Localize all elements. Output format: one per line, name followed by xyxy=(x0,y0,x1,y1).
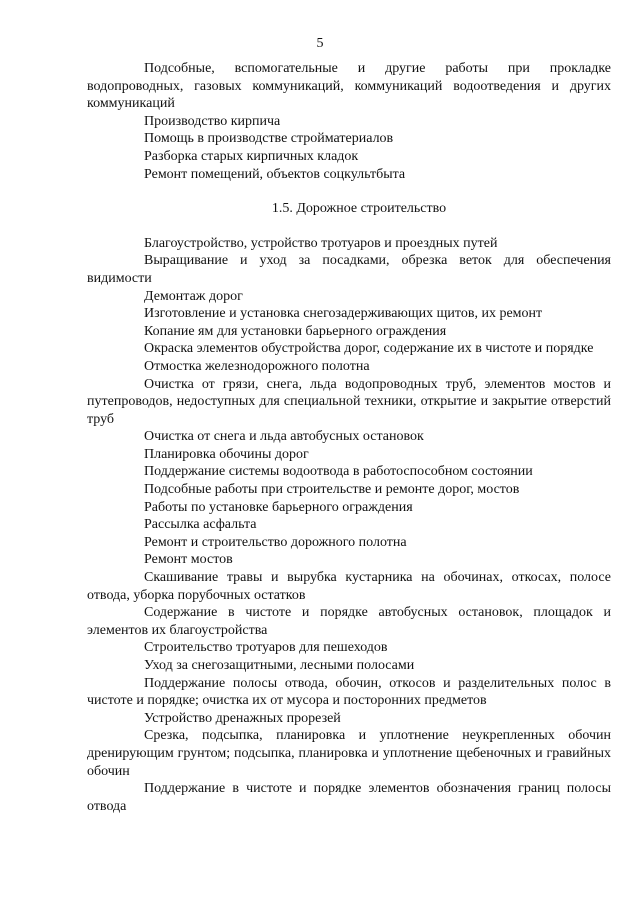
list-item: Изготовление и установка снегозадерживающих щитов, их ремонт xyxy=(144,306,543,322)
list-item: Скашивание травы и вырубка кустарника на обочинах, откосах, полосе отвода, уборка порубочных остатков xyxy=(87,570,611,603)
list-item: Поддержание системы водоотвода в работоспособном состоянии xyxy=(144,464,533,480)
list-item: Выращивание и уход за посадками, обрезка веток для обеспечения видимости xyxy=(87,253,611,286)
list-item: Подсобные работы при строительстве и ремонте дорог, мостов xyxy=(144,482,520,498)
list-item: Рассылка асфальта xyxy=(144,517,257,533)
list-item: Ремонт и строительство дорожного полотна xyxy=(144,534,407,550)
list-item: Демонтаж дорог xyxy=(144,288,243,304)
list-item: Очистка от грязи, снега, льда водопроводных труб, элементов мостов и путепроводов, недоступных для специальной техники, открытие и закрытие отверстий труб xyxy=(87,376,611,427)
paragraph: Ремонт помещений, объектов соцкультбыта xyxy=(144,166,406,182)
list-item: Окраска элементов обустройства дорог, содержание их в чистоте и порядке xyxy=(144,341,594,357)
section-title: 1.5. Дорожное строительство xyxy=(271,201,447,217)
list-item: Копание ям для установки барьерного ограждения xyxy=(144,323,447,339)
page-number: 5 xyxy=(316,36,324,51)
list-item: Устройство дренажных прорезей xyxy=(144,710,341,726)
list-item: Работы по установке барьерного ограждения xyxy=(144,499,413,515)
list-item: Уход за снегозащитными, лесными полосами xyxy=(144,658,415,673)
list-item: Содержание в чистоте и порядке автобусных остановок, площадок и элементов их благоустройства xyxy=(87,605,611,638)
list-item: Ремонт мостов xyxy=(144,552,233,568)
list-item: Благоустройство, устройство тротуаров и проездных путей xyxy=(144,235,498,251)
paragraph: Подсобные, вспомогательные и другие работы при прокладке водопроводных, газовых коммуникаций, коммуникаций водоотведения и других коммуникаций xyxy=(87,61,611,112)
list-item: Срезка, подсыпка, планировка и уплотнение неукрепленных обочин дренирующим грунтом; подсыпка, планировка и уплотнение щебеночных и гравийных обочин xyxy=(87,728,611,779)
paragraph: Разборка старых кирпичных кладок xyxy=(144,148,359,164)
paragraph: Производство кирпича xyxy=(144,113,281,129)
list-item: Отмостка железнодорожного полотна xyxy=(144,358,370,374)
list-item: Очистка от снега и льда автобусных остановок xyxy=(144,429,424,445)
paragraph: Помощь в производстве стройматериалов xyxy=(144,131,394,147)
document-body xyxy=(87,60,611,815)
list-item: Планировка обочины дорог xyxy=(144,446,309,462)
list-item: Поддержание в чистоте и порядке элементов обозначения границ полосы отвода xyxy=(87,781,611,814)
list-item: Строительство тротуаров для пешеходов xyxy=(144,640,388,656)
list-item: Поддержание полосы отвода, обочин, откосов и разделительных полос в чистоте и порядке; очистка их от мусора и посторонних предметов xyxy=(87,675,611,709)
